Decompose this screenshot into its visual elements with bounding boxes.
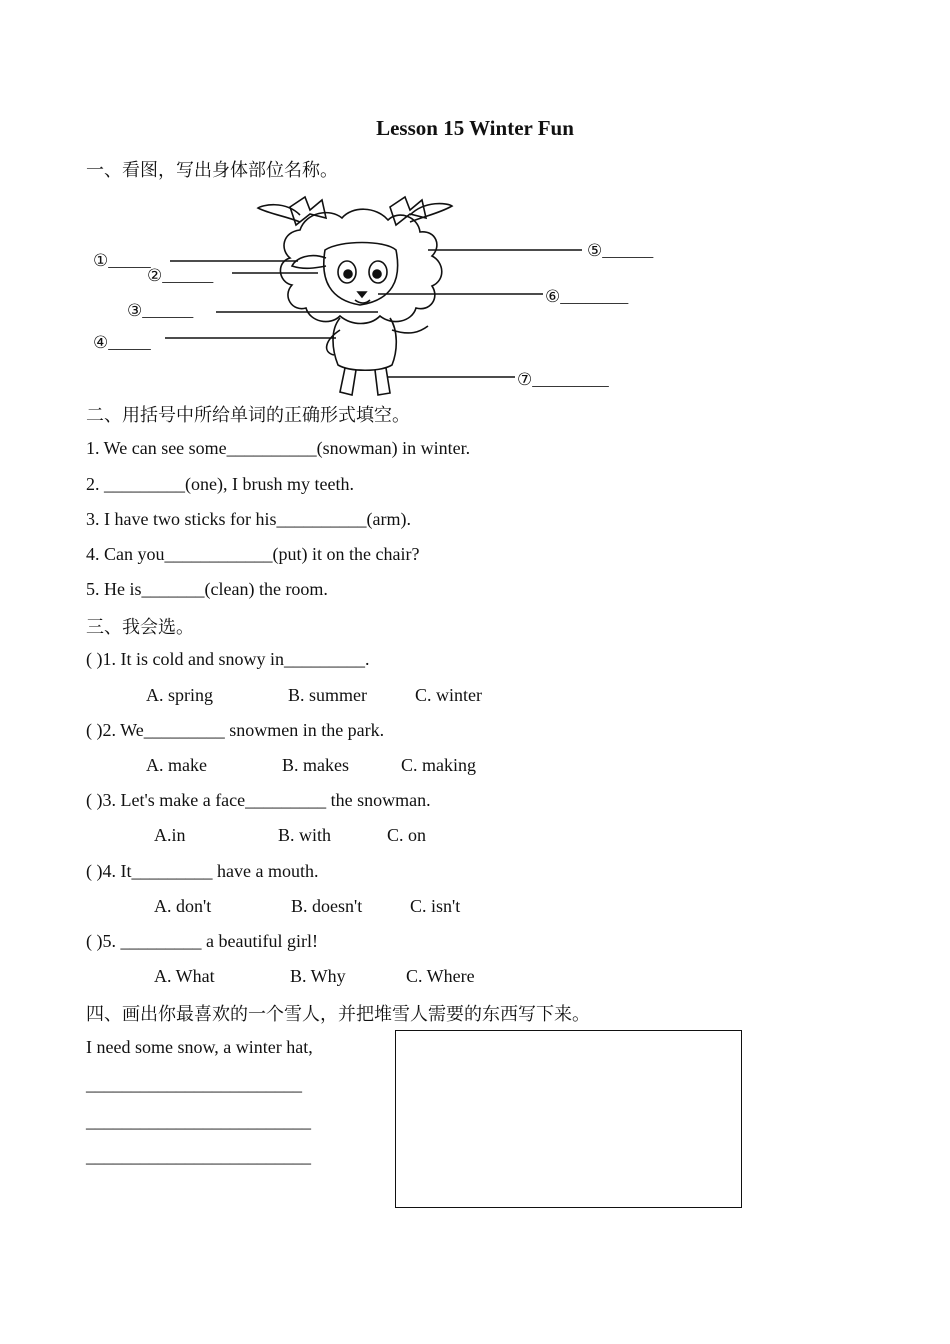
section2-heading: 二、用括号中所给单词的正确形式填空。 [86, 405, 410, 426]
label-1: ①_____ [93, 251, 151, 270]
label-5: ⑤______ [587, 241, 654, 260]
fill-blank-item: 3. I have two sticks for his__________(arm). [86, 509, 411, 529]
mouth [355, 300, 370, 303]
fill-blank-item: 5. He is_______(clean) the room. [86, 579, 328, 599]
option-b: B. doesn't [291, 896, 363, 916]
question-stem: ( )5. _________ a beautiful girl! [86, 931, 318, 951]
page-title: Lesson 15 Winter Fun [376, 116, 574, 140]
question-stem: ( )3. Let's make a face_________ the snowman. [86, 790, 431, 810]
label-7: ⑦_________ [517, 370, 609, 389]
option-a: A. make [146, 755, 207, 775]
option-c: C. Where [406, 966, 475, 986]
label-4: ④_____ [93, 333, 151, 352]
option-c: C. isn't [410, 896, 461, 916]
right-leg [375, 368, 390, 395]
option-b: B. with [278, 825, 332, 845]
option-c: C. making [401, 755, 476, 775]
sheep-illustration [0, 0, 950, 420]
option-c: C. winter [415, 685, 482, 705]
section3-heading: 三、我会选。 [86, 617, 194, 638]
option-a: A. don't [154, 896, 212, 916]
right-arm [392, 326, 428, 333]
option-c: C. on [387, 825, 427, 845]
label-2: ②______ [147, 266, 214, 285]
question-stem: ( )2. We_________ snowmen in the park. [86, 720, 385, 740]
wool-head [280, 209, 441, 323]
option-b: B. summer [288, 685, 367, 705]
right-horn [410, 204, 452, 222]
answer-line: _________________________ [86, 1111, 311, 1131]
option-a: A. spring [146, 685, 213, 705]
option-b: B. makes [282, 755, 349, 775]
left-leg [340, 368, 356, 395]
option-a: A. What [154, 966, 215, 986]
section1-heading: 一、看图，写出身体部位名称。 [86, 160, 338, 181]
body [333, 318, 396, 370]
answer-line: _________________________ [86, 1146, 311, 1166]
fill-blank-item: 1. We can see some__________(snowman) in winter. [86, 438, 471, 458]
section4-heading: 四、画出你最喜欢的一个雪人，并把堆雪人需要的东西写下来。 [86, 1004, 590, 1025]
drawing-box[interactable] [395, 1030, 742, 1208]
question-stem: ( )4. It_________ have a mouth. [86, 861, 319, 881]
answer-line: ________________________ [86, 1074, 302, 1094]
option-a: A.in [154, 825, 186, 845]
option-b: B. Why [290, 966, 346, 986]
left-ear [292, 256, 326, 269]
label-3: ③______ [127, 301, 194, 320]
question-stem: ( )1. It is cold and snowy in_________. [86, 649, 370, 669]
nose [358, 292, 366, 297]
right-bow [390, 197, 426, 225]
fill-blank-item: 4. Can you____________(put) it on the chair? [86, 544, 420, 564]
fill-blank-item: 2. _________(one), I brush my teeth. [86, 474, 354, 494]
label-6: ⑥________ [545, 287, 629, 306]
section4-intro: I need some snow, a winter hat, [86, 1037, 313, 1057]
